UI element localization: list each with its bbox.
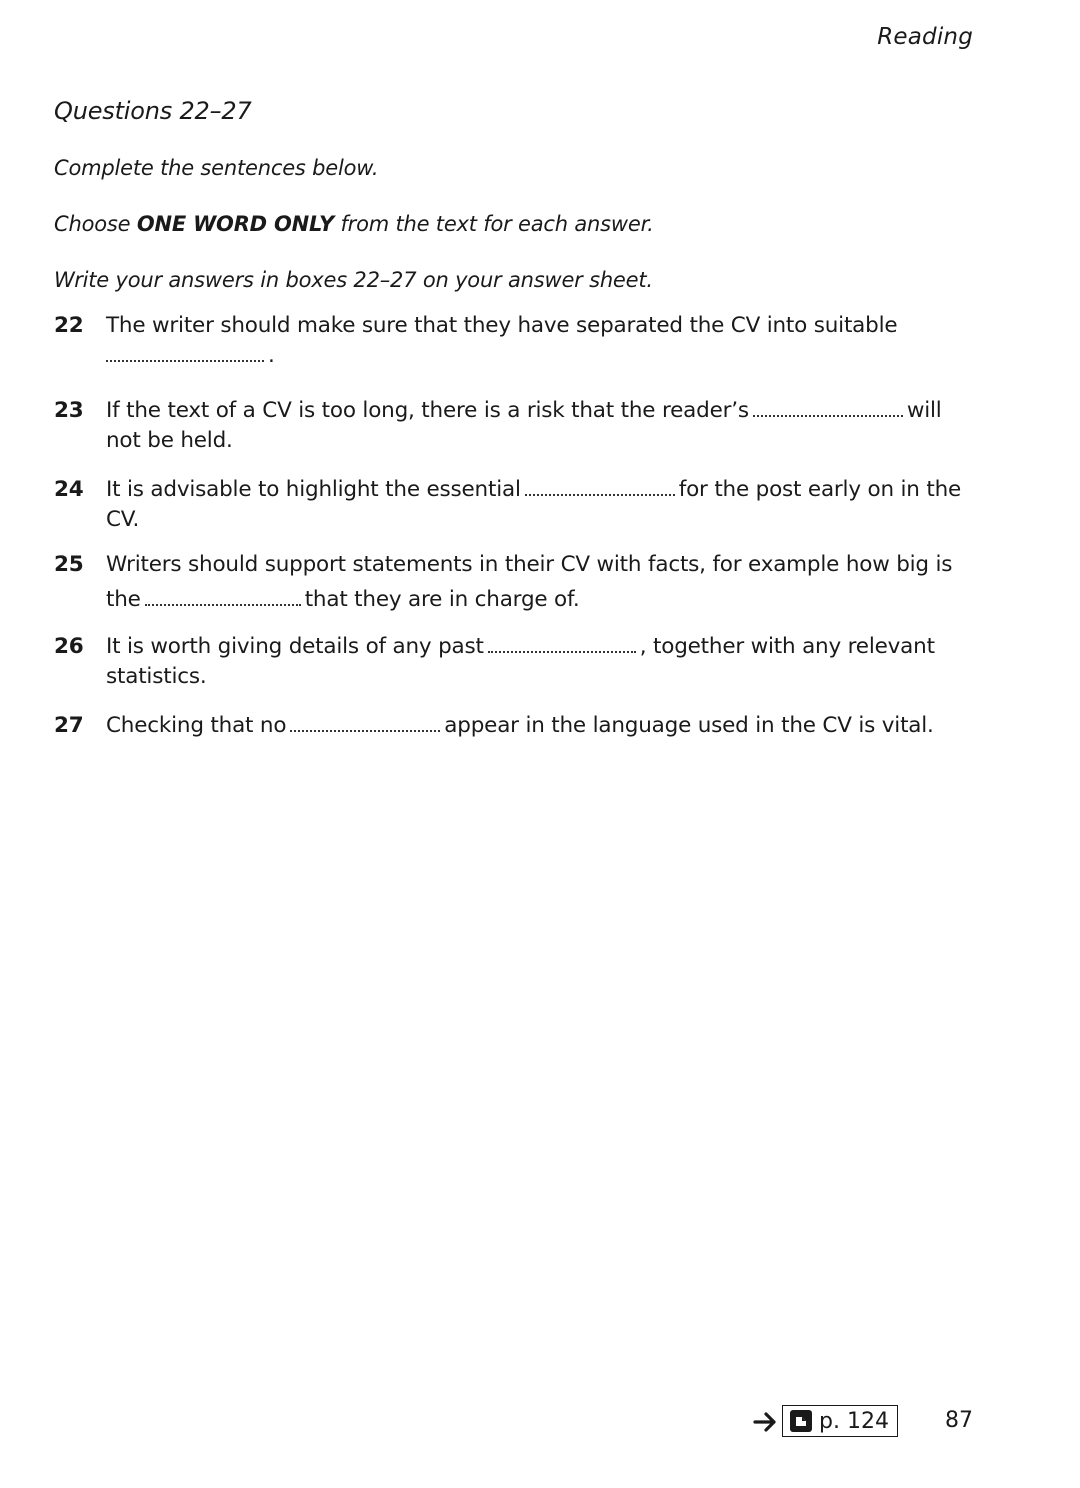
instruction-word-limit: ONE WORD ONLY (136, 212, 334, 236)
question-number: 26 (54, 634, 84, 659)
question-text-after: will not be held. (106, 398, 942, 453)
question-number: 23 (54, 398, 84, 423)
questions-title: Questions 22–27 (54, 97, 252, 125)
page-reference: p. 124 (819, 1408, 889, 1434)
answer-gap[interactable] (488, 651, 636, 653)
answer-gap[interactable] (106, 360, 264, 362)
question-text-before: It is worth giving details of any past (106, 634, 484, 659)
instruction-choose-suffix: from the text for each answer. (333, 212, 654, 236)
answer-key-reference[interactable] (782, 1405, 898, 1437)
question-number: 27 (54, 713, 84, 738)
answer-key-icon (789, 1409, 813, 1433)
question-24 (54, 475, 974, 535)
question-text-before: The writer should make sure that they have separated the CV into suitable (106, 313, 898, 338)
question-25 (54, 547, 974, 617)
question-number: 22 (54, 313, 84, 338)
instruction-complete: Complete the sentences below. (54, 156, 379, 180)
answer-gap[interactable] (753, 415, 903, 417)
question-23 (54, 396, 974, 456)
question-text-after: , together with any relevant statistics. (106, 634, 935, 689)
question-text-before: It is advisable to highlight the essential (106, 477, 521, 502)
answer-gap[interactable] (145, 604, 301, 606)
question-text-after: that they are in charge of. (304, 587, 580, 612)
question-number: 24 (54, 477, 84, 502)
question-number: 25 (54, 552, 84, 577)
arrow-right-icon (752, 1408, 780, 1436)
instruction-choose (54, 212, 654, 236)
answer-gap[interactable] (290, 730, 440, 732)
question-26 (54, 632, 974, 692)
section-name: Reading (877, 24, 973, 50)
question-text-before: Checking that no (106, 713, 287, 738)
instruction-choose-prefix: Choose (54, 212, 137, 236)
instruction-write: Write your answers in boxes 22–27 on your answer sheet. (54, 268, 653, 292)
page-number: 87 (945, 1408, 973, 1433)
question-text-after: appear in the language used in the CV is vital. (444, 713, 934, 738)
question-text-after: . (268, 343, 275, 368)
answer-gap[interactable] (525, 494, 675, 496)
question-22 (54, 311, 974, 371)
question-text-before: Writers should support statements in their CV with facts, for example how big is the (106, 552, 953, 612)
question-text-before: If the text of a CV is too long, there is a risk that the reader’s (106, 398, 749, 423)
question-27 (54, 711, 974, 741)
question-text-after: for the post early on in the CV. (106, 477, 962, 532)
